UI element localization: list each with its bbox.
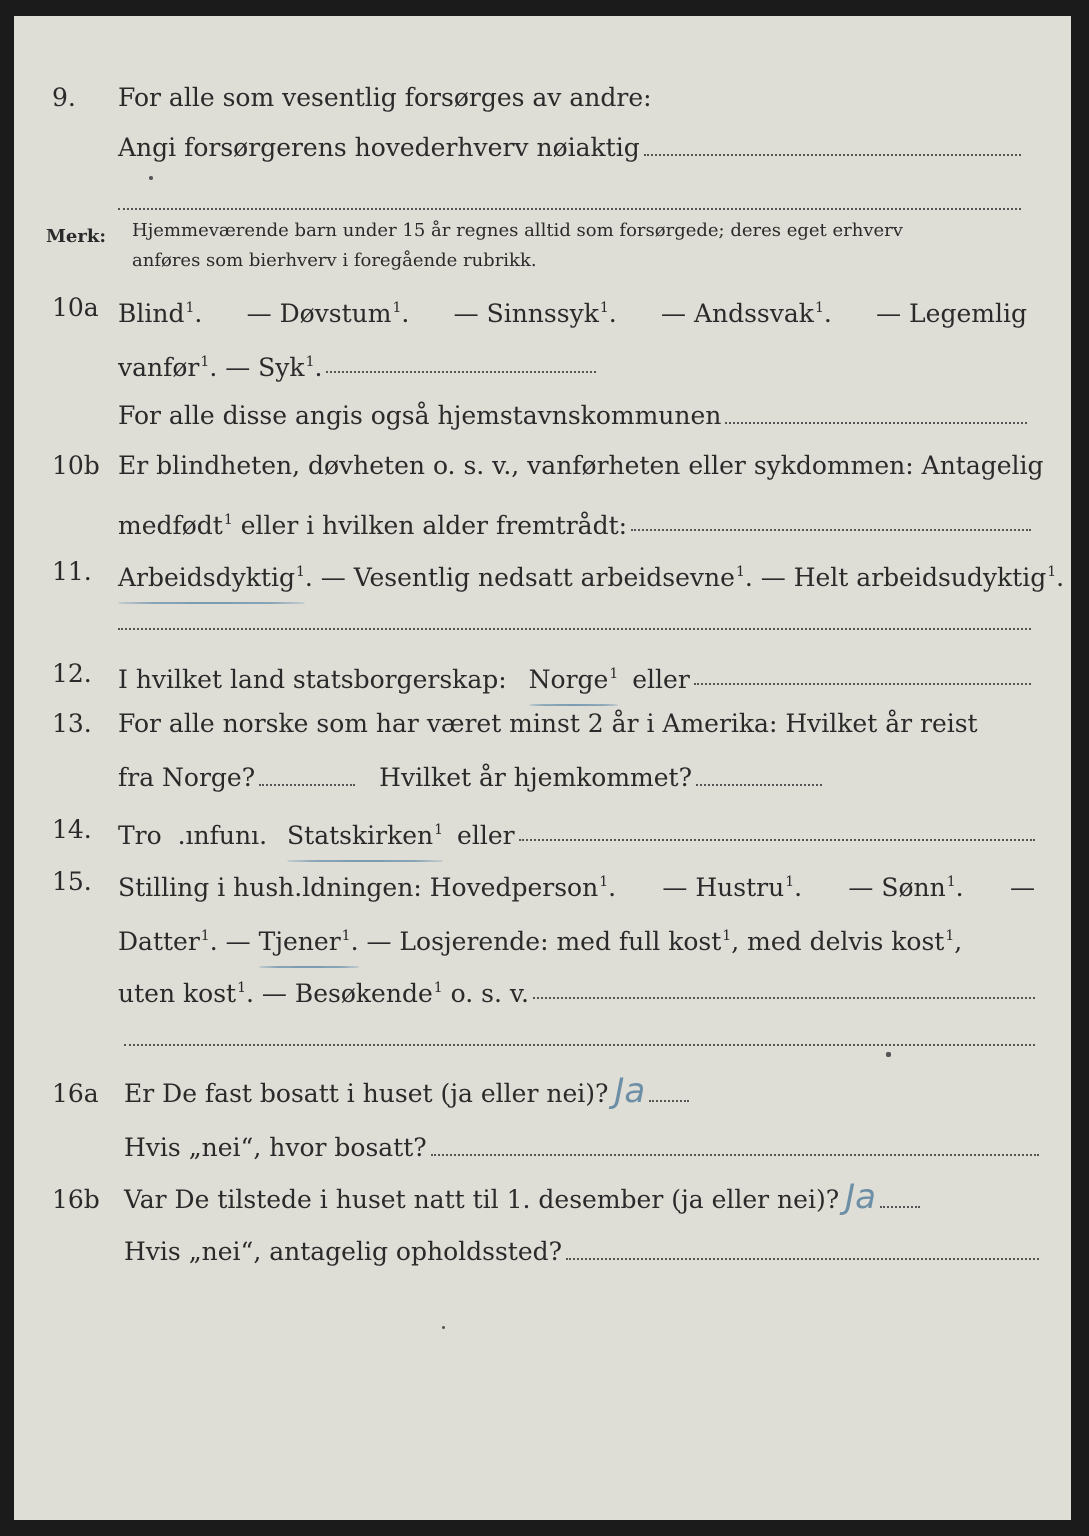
question-number: 9. (52, 83, 76, 112)
option-andssvak[interactable]: — Andssvak$^1$. (661, 299, 832, 328)
answer-field-reist[interactable] (259, 784, 355, 786)
dash: — (225, 927, 259, 956)
option-dovstum[interactable]: — Døvstum$^1$. (246, 299, 410, 328)
question-number: 16b (52, 1185, 100, 1214)
question-text: Angi forsørgerens hovederhverv nøiaktig (118, 133, 640, 162)
question-16a-row (14, 1071, 1071, 1114)
question-10a-line3 (14, 396, 1071, 436)
question-9-row (14, 78, 1071, 118)
note-line1: Hjemmeværende barn under 15 år regnes alltid som forsørgede; deres eget erhverv (132, 220, 903, 241)
question-text: Hvilket år hjemkommet? (379, 763, 693, 792)
question-number: 10b (52, 451, 100, 480)
question-text: eller (457, 821, 515, 850)
question-16a-line2 (14, 1128, 1071, 1168)
option-legemlig[interactable]: — Legemlig (876, 299, 1027, 328)
answer-field-hjemstavn[interactable] (725, 422, 1027, 424)
question-text: Hvis „nei“, antagelig opholdssted? (124, 1237, 563, 1266)
question-15-line2 (14, 916, 1071, 956)
option-norge[interactable]: Norge$^1$ (529, 654, 619, 700)
answer-line-9b[interactable] (118, 208, 1021, 210)
question-text: Er blindheten, døvheten o. s. v., vanførheten eller sykdommen: Antagelig (118, 451, 1044, 480)
option-vanfor[interactable]: vanfør$^1$. (118, 353, 218, 382)
handwritten-answer-16a[interactable]: Ja (614, 1071, 646, 1111)
option-syk[interactable]: — Syk$^1$. (225, 353, 323, 382)
answer-field-14[interactable] (519, 839, 1035, 841)
option-full-kost[interactable]: — Losjerende: med full kost$^1$ (366, 927, 732, 956)
answer-field-16a-bosatt[interactable] (431, 1154, 1039, 1156)
question-13-line2 (14, 758, 1071, 798)
option-hustru[interactable]: — Hustru$^1$. (662, 873, 803, 902)
answer-field-10b[interactable] (631, 529, 1031, 531)
question-text: I hvilket land statsborgerskap: (118, 665, 507, 694)
option-arbeidsdyktig[interactable]: Arbeidsdyktig$^1$ (118, 552, 305, 598)
question-15-line3 (14, 968, 1071, 1008)
option-delvis-kost[interactable]: , med delvis kost$^1$, (731, 927, 963, 956)
question-text: Var De tilstede i huset natt til 1. desember (ja eller nei)? (124, 1185, 840, 1214)
question-number: 13. (52, 709, 92, 738)
option-uten-kost[interactable]: uten kost$^1$. (118, 979, 262, 1008)
question-16b-line2 (14, 1232, 1071, 1272)
question-10a-line2 (14, 342, 1071, 382)
option-sonn[interactable]: — Sønn$^1$. (848, 873, 964, 902)
note-text (132, 216, 1025, 276)
question-text: For alle disse angis også hjemstavnskommunen (118, 401, 722, 430)
question-number: 11. (52, 557, 92, 586)
answer-field-15[interactable] (533, 997, 1035, 999)
option-statskirken[interactable]: Statskirken$^1$ (287, 810, 443, 856)
question-15-row (14, 862, 1071, 902)
note-label: Merk: (46, 226, 106, 247)
question-9-line2 (14, 128, 1071, 168)
note-line2: anføres som bierhverv i foregående rubrikk. (132, 250, 537, 271)
answer-field-hjemkommet[interactable] (696, 784, 822, 786)
question-text: fra Norge? (118, 763, 256, 792)
census-form-page (14, 16, 1071, 1520)
answer-field-12[interactable] (694, 683, 1031, 685)
question-text: For alle som vesentlig forsørges av andre: (118, 83, 652, 112)
question-text: Tro .ınfunı. (118, 821, 268, 850)
question-number: 12. (52, 659, 92, 688)
option-medfodt[interactable]: medfødt$^1$ (118, 511, 233, 540)
answer-field-9[interactable] (644, 154, 1021, 156)
option-nedsatt[interactable]: . — Vesentlig nedsatt arbeidsevne$^1$ (304, 563, 745, 592)
answer-field-10a[interactable] (326, 371, 596, 373)
answer-line-15b[interactable] (124, 1044, 1035, 1046)
question-13-row (14, 704, 1071, 744)
question-14-row (14, 810, 1071, 850)
question-16b-row (14, 1177, 1071, 1220)
option-datter[interactable]: Datter$^1$. (118, 927, 226, 956)
ink-dot (149, 176, 153, 180)
question-text: eller i hvilken alder fremtrådt: (240, 511, 628, 540)
answer-field-16b[interactable] (880, 1206, 920, 1208)
answer-field-16a[interactable] (649, 1100, 689, 1102)
question-text: o. s. v. (450, 979, 529, 1008)
question-number: 15. (52, 867, 92, 896)
question-text: Hvis „nei“, hvor bosatt? (124, 1133, 427, 1162)
question-number: 10a (52, 293, 99, 322)
option-blind[interactable]: Blind$^1$. (118, 299, 203, 328)
handwritten-answer-16b[interactable]: Ja (845, 1177, 876, 1217)
option-hovedperson[interactable]: Stilling i hush.ldningen: Hovedperson$^1$. (118, 873, 617, 902)
question-number: 14. (52, 815, 92, 844)
dash: — (1009, 873, 1035, 902)
option-besokende[interactable]: — Besøkende$^1$ (261, 979, 443, 1008)
option-sinnssyk[interactable]: — Sinnssyk$^1$. (453, 299, 617, 328)
question-number: 16a (52, 1079, 99, 1108)
ink-dot (442, 1326, 445, 1329)
question-11-row (14, 552, 1071, 592)
pen-underline (118, 602, 305, 604)
question-12-row (14, 654, 1071, 694)
question-text: For alle norske som har været minst 2 år i Amerika: Hvilket år reist (118, 709, 978, 738)
ink-dot (886, 1052, 891, 1057)
question-text: eller (632, 665, 690, 694)
question-10b-row (14, 446, 1071, 486)
question-10a-row (14, 288, 1071, 328)
option-udyktig[interactable]: . — Helt arbeidsudyktig$^1$. (744, 563, 1065, 592)
question-text: Er De fast bosatt i huset (ja eller nei)? (124, 1079, 609, 1108)
answer-line-11[interactable] (118, 628, 1031, 630)
question-10b-line2 (14, 500, 1071, 540)
option-tjener[interactable]: Tjener$^1$. (259, 916, 359, 962)
answer-field-16b-opholdssted[interactable] (566, 1258, 1039, 1260)
